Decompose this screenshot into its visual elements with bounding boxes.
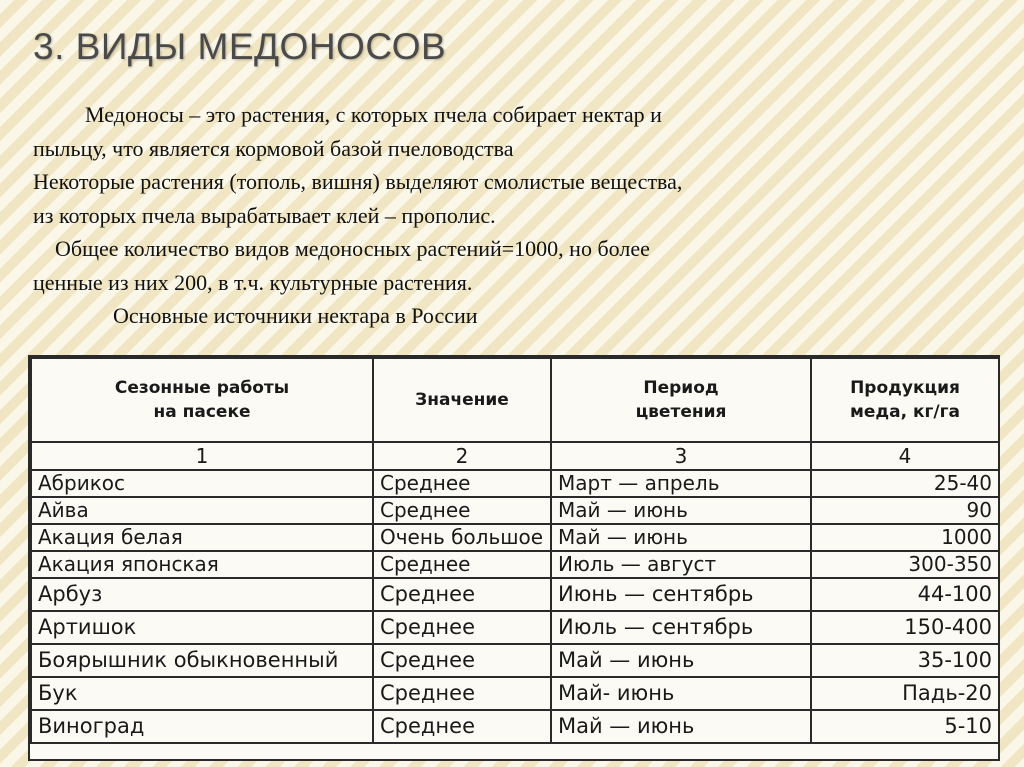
plant-period: Июль — август [551, 551, 811, 578]
plant-value: Очень большое [373, 524, 551, 551]
table-caption: Основные источники нектара в России [113, 303, 478, 328]
intro-text [33, 98, 993, 333]
paragraph-line: из которых пчела вырабатывает клей – прополис. [33, 202, 496, 228]
plant-name: Арбуз [31, 578, 373, 611]
plant-yield: 90 [811, 497, 999, 524]
plant-name: Боярышник обыкновенный [31, 644, 373, 677]
plant-name: Акация японская [31, 551, 373, 578]
paragraph-line: Медоносы – это растения, с которых пчела собирает нектар и [85, 102, 662, 127]
header-period: Период цветения [551, 358, 811, 442]
plant-yield: 1000 [811, 524, 999, 551]
plant-period: Май — июнь [551, 644, 811, 677]
plant-name: Виноград [31, 710, 373, 743]
nectar-sources-table [28, 355, 1000, 761]
plant-period: Май — июнь [551, 524, 811, 551]
plant-value: Среднее [373, 611, 551, 644]
header-plant: Сезонные работы на пасеке [31, 358, 373, 442]
plant-value: Среднее [373, 710, 551, 743]
table-row [31, 644, 999, 677]
table-row [31, 551, 999, 578]
plant-value: Среднее [373, 677, 551, 710]
plant-period: Май — июнь [551, 497, 811, 524]
plant-value: Среднее [373, 551, 551, 578]
header-value: Значение [373, 358, 551, 442]
paragraph-line: Общее количество видов медоносных растений=1000, но более [55, 236, 650, 261]
plant-period: Март — апрель [551, 470, 811, 497]
table-row [31, 677, 999, 710]
plant-value: Среднее [373, 644, 551, 677]
paragraph-line: Некоторые растения (тополь, вишня) выделяют смолистые вещества, [33, 169, 683, 194]
column-number: 4 [811, 442, 999, 470]
plant-yield: 35-100 [811, 644, 999, 677]
column-numbers-row [31, 442, 999, 470]
column-number: 1 [31, 442, 373, 470]
paragraph-line: ценные из них 200, в т.ч. культурные растения. [33, 269, 473, 295]
table-row [31, 611, 999, 644]
plant-yield: Падь-20 [811, 677, 999, 710]
plant-period: Июль — сентябрь [551, 611, 811, 644]
table-row [31, 497, 999, 524]
plant-period: Май — июнь [551, 710, 811, 743]
plant-name: Артишок [31, 611, 373, 644]
plant-value: Среднее [373, 470, 551, 497]
plant-name: Акация белая [31, 524, 373, 551]
table-row [31, 578, 999, 611]
column-number: 2 [373, 442, 551, 470]
plant-yield: 5-10 [811, 710, 999, 743]
plant-yield: 150-400 [811, 611, 999, 644]
plant-yield: 300-350 [811, 551, 999, 578]
plant-period: Июнь — сентябрь [551, 578, 811, 611]
plant-name: Абрикос [31, 470, 373, 497]
slide-title: 3. ВИДЫ МЕДОНОСОВ [33, 26, 447, 67]
plant-yield: 25-40 [811, 470, 999, 497]
table-row [31, 524, 999, 551]
table-row [31, 470, 999, 497]
plant-yield: 44-100 [811, 578, 999, 611]
plant-value: Среднее [373, 497, 551, 524]
table-row [31, 710, 999, 743]
header-yield: Продукция меда, кг/га [811, 358, 999, 442]
paragraph-line: пыльцу, что является кормовой базой пчеловодства [33, 135, 514, 161]
plant-name: Бук [31, 677, 373, 710]
column-number: 3 [551, 442, 811, 470]
plant-period: Май- июнь [551, 677, 811, 710]
plant-name: Айва [31, 497, 373, 524]
plant-value: Среднее [373, 578, 551, 611]
